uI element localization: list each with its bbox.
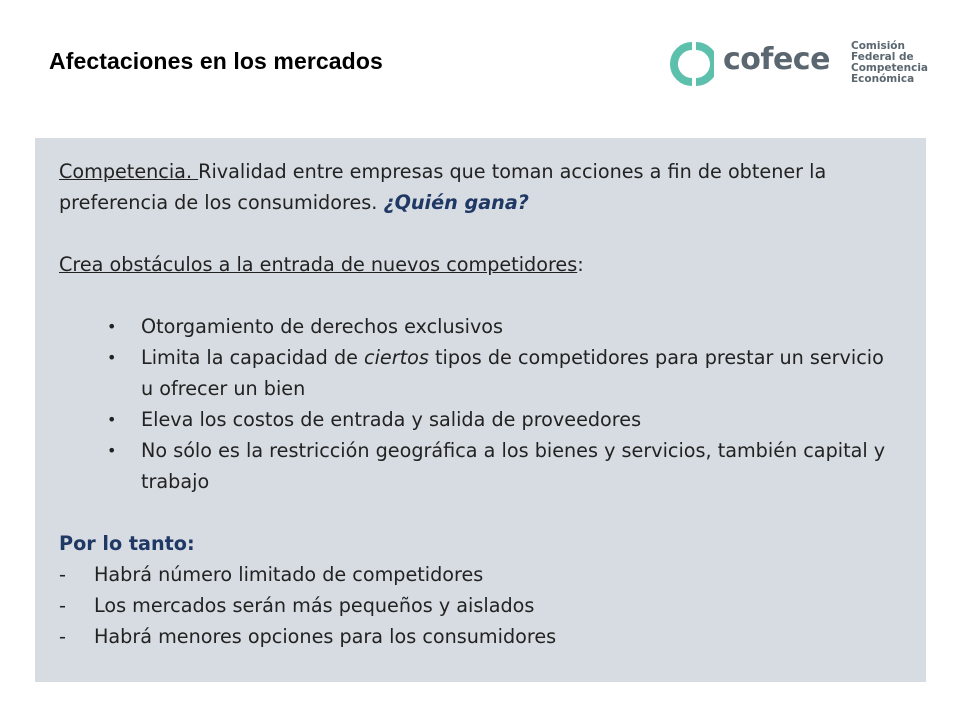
obstacles-heading [59, 249, 899, 280]
list-item-text: Limita la capacidad de [141, 346, 365, 369]
list-item [59, 435, 899, 497]
definition-term: Competencia. [59, 160, 199, 183]
bullet-icon: • [107, 410, 117, 429]
list-item [59, 311, 899, 342]
logo-org-name [851, 41, 928, 85]
dash-marker: - [59, 625, 66, 648]
list-item-emphasis: ciertos [364, 346, 429, 369]
list-item [59, 404, 899, 435]
cofece-logo [670, 40, 940, 90]
content-body [59, 156, 899, 652]
logo-brand: cofece [723, 42, 830, 77]
list-item-text: No sólo es la restricción geográfica a los bienes y servicios, también capital y trabajo [141, 439, 886, 493]
list-item [59, 559, 899, 590]
bullet-icon: • [107, 348, 117, 367]
obstacles-heading-text: Crea obstáculos a la entrada de nuevos competidores [59, 253, 578, 276]
logo-org-line: Comisión [851, 40, 905, 52]
cofece-ring-icon [670, 42, 714, 86]
list-item-text: Habrá número limitado de competidores [94, 563, 484, 586]
list-item-text: Los mercados serán más pequeños y aislados [94, 594, 535, 617]
list-item-text: tipos de competidores para prestar un servicio u ofrecer un bien [141, 346, 884, 400]
list-item [59, 342, 899, 404]
obstacles-heading-colon: : [577, 253, 584, 276]
dash-marker: - [59, 594, 66, 617]
list-item-text: Eleva los costos de entrada y salida de proveedores [141, 408, 642, 431]
list-item [59, 590, 899, 621]
slide-title: Afectaciones en los mercados [49, 48, 383, 74]
definition-paragraph [59, 156, 899, 218]
obstacles-list [59, 311, 899, 497]
logo-org-line: Económica [851, 73, 915, 85]
list-item-text: Habrá menores opciones para los consumidores [94, 625, 557, 648]
content-panel [35, 138, 926, 682]
dash-marker: - [59, 563, 66, 586]
logo-org-line: Competencia [851, 62, 929, 74]
list-item-text: Otorgamiento de derechos exclusivos [141, 315, 504, 338]
bullet-icon: • [107, 441, 117, 460]
conclusion-heading: Por lo tanto: [59, 532, 195, 555]
definition-text: Rivalidad entre empresas que toman acciones a fin de obtener la preferencia de los consumidores. [59, 160, 827, 214]
definition-question: ¿Quién gana? [383, 191, 529, 214]
logo-org-line: Federal de [851, 51, 914, 63]
list-item [59, 621, 899, 652]
bullet-icon: • [107, 317, 117, 336]
